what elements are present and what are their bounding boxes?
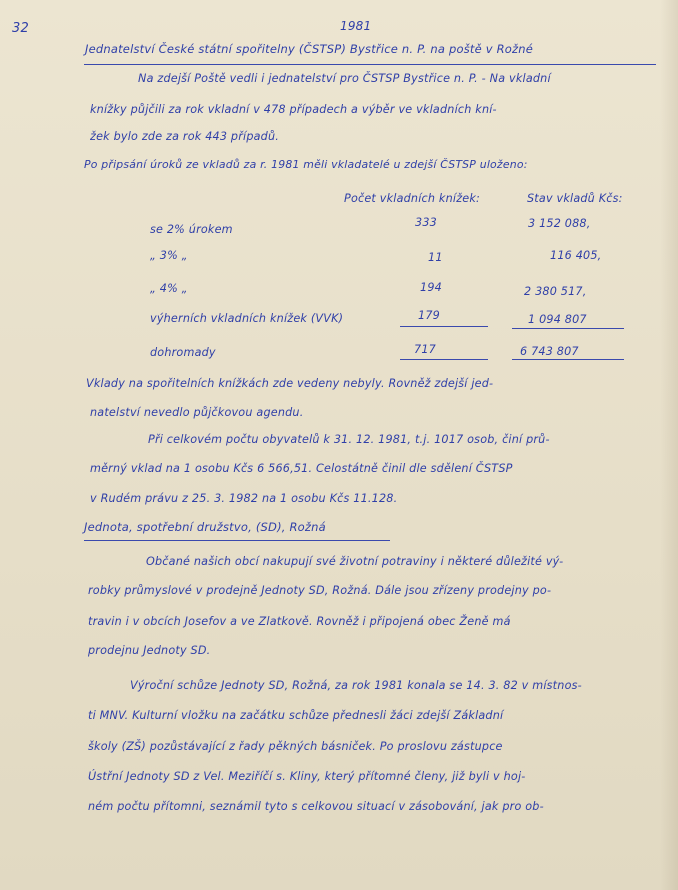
paragraph-line: měrný vklad na 1 osobu Kčs 6 566,51. Celostátně činil dle sdělení ČSTSP <box>90 462 513 475</box>
paragraph-line: knížky půjčili za rok vkladní v 478 případech a výběr ve vkladních kní- <box>90 103 497 116</box>
table-row-count: 11 <box>428 251 443 264</box>
paragraph-line: Po připsání úroků ze vkladů za r. 1981 měli vkladatelé u zdejší ČSTSP uloženo: <box>84 158 528 171</box>
paragraph-line: Na zdejší Poště vedli i jednatelství pro ČSTSP Bystřice n. P. - Na vkladní <box>138 72 551 85</box>
table-row-label: se 2% úrokem <box>150 223 233 236</box>
paragraph-line: robky průmyslové v prodejně Jednoty SD, Rožná. Dále jsou zřízeny prodejny po- <box>88 584 552 597</box>
paragraph-line: Vklady na spořitelních knížkách zde vedeny nebyly. Rovněž zdejší jed- <box>86 377 494 390</box>
section-heading-cooperative: Jednota, spotřební družstvo, (SD), Rožná <box>84 520 326 534</box>
paragraph-line: ti MNV. Kulturní vložku na začátku schůze přednesli žáci zdejší Základní <box>88 709 504 722</box>
table-header-amount: Stav vkladů Kčs: <box>527 192 623 205</box>
sum-rule-amount <box>512 328 624 329</box>
paragraph-line: v Rudém právu z 25. 3. 1982 na 1 osobu Kčs 11.128. <box>90 492 398 505</box>
table-row-label: výherních vkladních knížek (VVK) <box>150 312 344 325</box>
table-row-count: 194 <box>420 281 442 294</box>
paragraph-line: natelství nevedlo půjčkovou agendu. <box>90 406 304 419</box>
heading-underline <box>84 64 656 65</box>
paragraph-line: ném počtu přítomni, seznámil tyto s celkovou situací v zásobování, jak pro ob- <box>88 800 544 813</box>
section-heading-savings-bank: Jednatelství České státní spořitelny (ČSTSP) Bystřice n. P. na poště v Rožné <box>85 42 534 56</box>
table-total-label: dohromady <box>150 346 216 359</box>
table-total-amount: 6 743 807 <box>520 345 579 358</box>
table-row-amount: 1 094 807 <box>528 313 587 326</box>
year-label: 1981 <box>340 19 372 33</box>
paragraph-line: travin i v obcích Josefov a ve Zlatkově. Rovněž i připojená obec Ženě má <box>88 615 511 628</box>
table-row-amount: 116 405, <box>550 249 602 262</box>
paragraph-line: školy (ZŠ) pozůstávající z řady pěkných básniček. Po proslovu zástupce <box>88 740 503 753</box>
table-row-label: „ 3% „ <box>150 249 188 262</box>
table-total-count: 717 <box>414 343 436 356</box>
page-number: 32 <box>12 21 29 36</box>
table-row-amount: 3 152 088, <box>528 217 591 230</box>
paragraph-line: prodejnu Jednoty SD. <box>88 644 211 657</box>
total-rule-amount <box>512 359 624 360</box>
paragraph-line: Ústřní Jednoty SD z Vel. Meziříčí s. Kliny, který přítomné členy, již byli v hoj- <box>88 770 526 783</box>
table-row-amount: 2 380 517, <box>524 285 587 298</box>
total-rule-count <box>400 359 488 360</box>
table-row-count: 333 <box>415 216 437 229</box>
paragraph-line: žek bylo zde za rok 443 případů. <box>90 130 280 143</box>
table-row-count: 179 <box>418 309 440 322</box>
heading-underline <box>84 540 390 541</box>
paragraph-line: Výroční schůze Jednoty SD, Rožná, za rok 1981 konala se 14. 3. 82 v místnos- <box>130 679 582 692</box>
table-header-count: Počet vkladních knížek: <box>344 192 481 205</box>
paragraph-line: Při celkovém počtu obyvatelů k 31. 12. 1981, t.j. 1017 osob, činí prů- <box>148 433 550 446</box>
table-row-label: „ 4% „ <box>150 282 188 295</box>
sum-rule-count <box>400 326 488 327</box>
paragraph-line: Občané našich obcí nakupují své životní potraviny i některé důležité vý- <box>146 555 564 568</box>
